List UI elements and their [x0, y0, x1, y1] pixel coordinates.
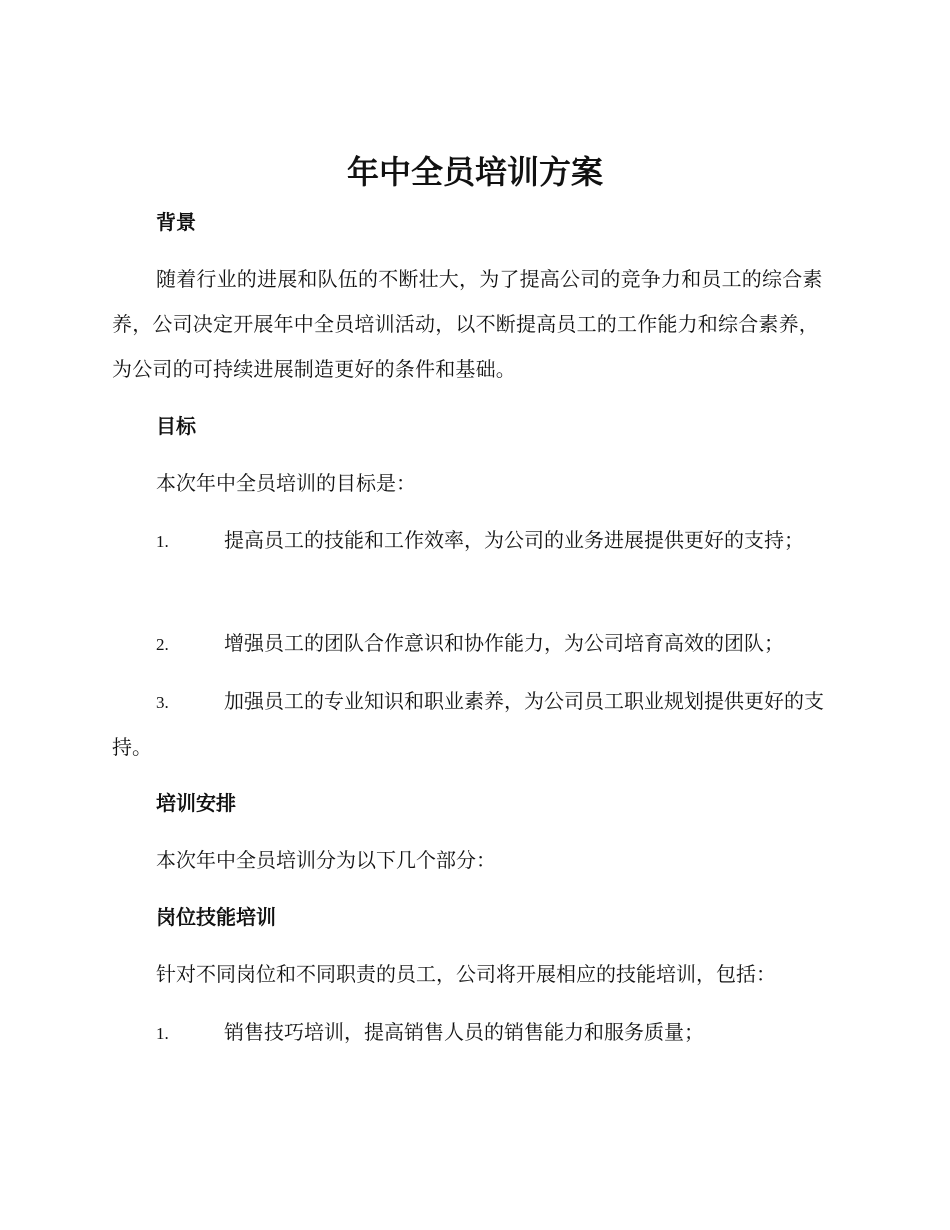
list-number: 2.	[156, 635, 169, 654]
heading-skills: 岗位技能培训	[156, 905, 276, 929]
skills-intro: 针对不同岗位和不同职责的员工，公司将开展相应的技能培训，包括：	[156, 962, 776, 986]
list-number: 1.	[156, 1024, 169, 1043]
skill-item-1	[112, 1010, 837, 1056]
list-item-text: 加强员工的专业知识和职业素养，为公司员工职业规划提供更好的支持。	[112, 689, 824, 759]
document-title: 年中全员培训方案	[346, 153, 603, 191]
list-item-text: 提高员工的技能和工作效率，为公司的业务进展提供更好的支持；	[224, 528, 804, 552]
goal-item-3	[112, 679, 837, 770]
list-number: 1.	[156, 532, 169, 551]
list-item-text: 增强员工的团队合作意识和协作能力，为公司培育高效的团队；	[224, 631, 784, 655]
goal-item-1	[112, 518, 837, 564]
heading-background: 背景	[156, 210, 196, 234]
goal-item-2	[112, 621, 837, 667]
heading-goals: 目标	[156, 414, 196, 438]
arrangement-intro: 本次年中全员培训分为以下几个部分：	[156, 848, 496, 872]
list-number: 3.	[156, 693, 169, 712]
background-paragraph: 随着行业的进展和队伍的不断壮大，为了提高公司的竞争力和员工的综合素养，公司决定开展年中全员培训活动，以不断提高员工的工作能力和综合素养，为公司的可持续进展制造更好的条件和基础。	[112, 267, 823, 381]
list-item-text: 销售技巧培训，提高销售人员的销售能力和服务质量；	[224, 1020, 704, 1044]
heading-arrangement: 培训安排	[156, 791, 236, 815]
goals-intro: 本次年中全员培训的目标是：	[156, 471, 416, 495]
